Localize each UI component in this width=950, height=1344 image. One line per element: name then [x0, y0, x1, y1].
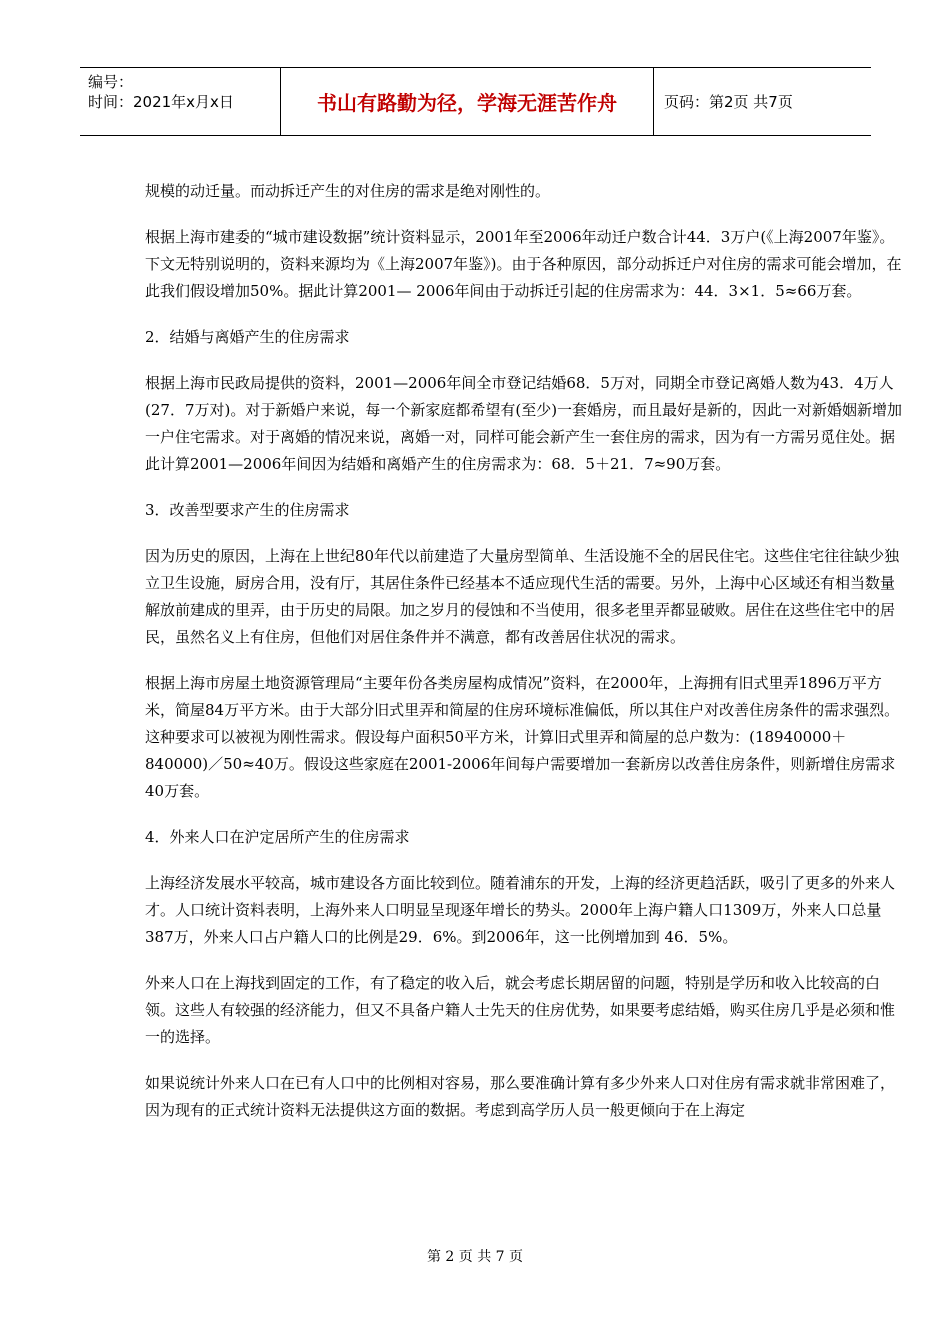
paragraph: 上海经济发展水平较高，城市建设各方面比较到位。随着浦东的开发，上海的经济更趋活跃，吸引了更多的外来人才。人口统计资料表明，上海外来人口明显呈现逐年增长的势头。2000年上海户籍人口1309万，外来人口总量387万，外来人口占户籍人口的比例是29．6%。到2006年，这一比例增加到 46．5%。 — [145, 874, 896, 946]
paragraph: 根据上海市建委的“城市建设数据”统计资料显示，2001年至2006年动迁户数合计44．3万户(《上海2007年鉴》。下文无特别说明的，资料来源均为《上海2007年鉴》)。由于各种原因，部分动拆迁户对住房的需求可能会增加，在此我们假设增加50%。据此计算2001— 2006年间由于动拆迁引起的住房需求为：44．3×1．5≈66万套。 — [145, 228, 902, 300]
paragraph: 规模的动迁量。而动拆迁产生的对住房的需求是绝对刚性的。 — [145, 182, 551, 200]
paragraph: 如果说统计外来人口在已有人口中的比例相对容易，那么要准确计算有多少外来人口对住房有需求就非常困难了，因为现有的正式统计资料无法提供这方面的数据。考虑到高学历人员一般更倾向于在上海定 — [145, 1074, 896, 1119]
header-table — [80, 67, 871, 136]
header-page-number: 页码：第2页 共7页 — [664, 93, 793, 111]
section-heading: 2．结婚与离婚产生的住房需求 — [145, 328, 350, 346]
paragraph: 因为历史的原因，上海在上世纪80年代以前建造了大量房型简单、生活设施不全的居民住宅。这些住宅往往缺少独立卫生设施，厨房合用，没有厅，其居住条件已经基本不适应现代生活的需要。另外，上海中心区域还有相当数量解放前建成的里弄，由于历史的局限。加之岁月的侵蚀和不当使用，很多老里弄都显破败。居住在这些住宅中的居民，虽然名义上有住房，但他们对居住条件并不满意，都有改善居住状况的需求。 — [145, 547, 900, 646]
header-motto: 书山有路勤为径，学海无涯苦作舟 — [281, 68, 654, 135]
section-heading: 4．外来人口在沪定居所产生的住房需求 — [145, 828, 410, 846]
document-body — [145, 178, 905, 1143]
page-footer: 第 2 页 共 7 页 — [426, 1249, 524, 1265]
section-heading: 3．改善型要求产生的住房需求 — [145, 501, 350, 519]
paragraph: 根据上海市民政局提供的资料，2001—2006年间全市登记结婚68．5万对，同期全市登记离婚人数为43．4万人(27．7万对)。对于新婚户来说，每一个新家庭都希望有(至少)一套婚房，而且最好是新的，因此一对新婚姻新增加一户住宅需求。对于离婚的情况来说，离婚一对，同样可能会新产生一套住房的需求，因为有一方需另觅住处。据此计算2001—2006年间因为结婚和离婚产生的住房需求为：68．5＋21．7≈90万套。 — [145, 374, 903, 473]
paragraph: 外来人口在上海找到固定的工作，有了稳定的收入后，就会考虑长期居留的问题，特别是学历和收入比较高的白领。这些人有较强的经济能力，但又不具备户籍人士先天的住房优势，如果要考虑结婚，购买住房几乎是必须和惟一的选择。 — [145, 974, 896, 1046]
paragraph: 根据上海市房屋土地资源管理局“主要年份各类房屋构成情况”资料，在2000年，上海拥有旧式里弄1896万平方米，简屋84万平方米。由于大部分旧式里弄和简屋的住房环境标准偏低，所以其住户对改善住房条件的需求强烈。这种要求可以被视为刚性需求。假设每户面积50平方米，计算旧式里弄和简屋的总户数为：(18940000＋840000)／50≈40万。假设这些家庭在2001-2006年间每户需要增加一套新房以改善住房条件，则新增住房需求40万套。 — [145, 674, 900, 800]
document-date-label: 时间：2021年x月x日 — [88, 93, 234, 111]
document-number-label: 编号： — [88, 73, 134, 91]
header-meta-cell — [80, 68, 281, 135]
